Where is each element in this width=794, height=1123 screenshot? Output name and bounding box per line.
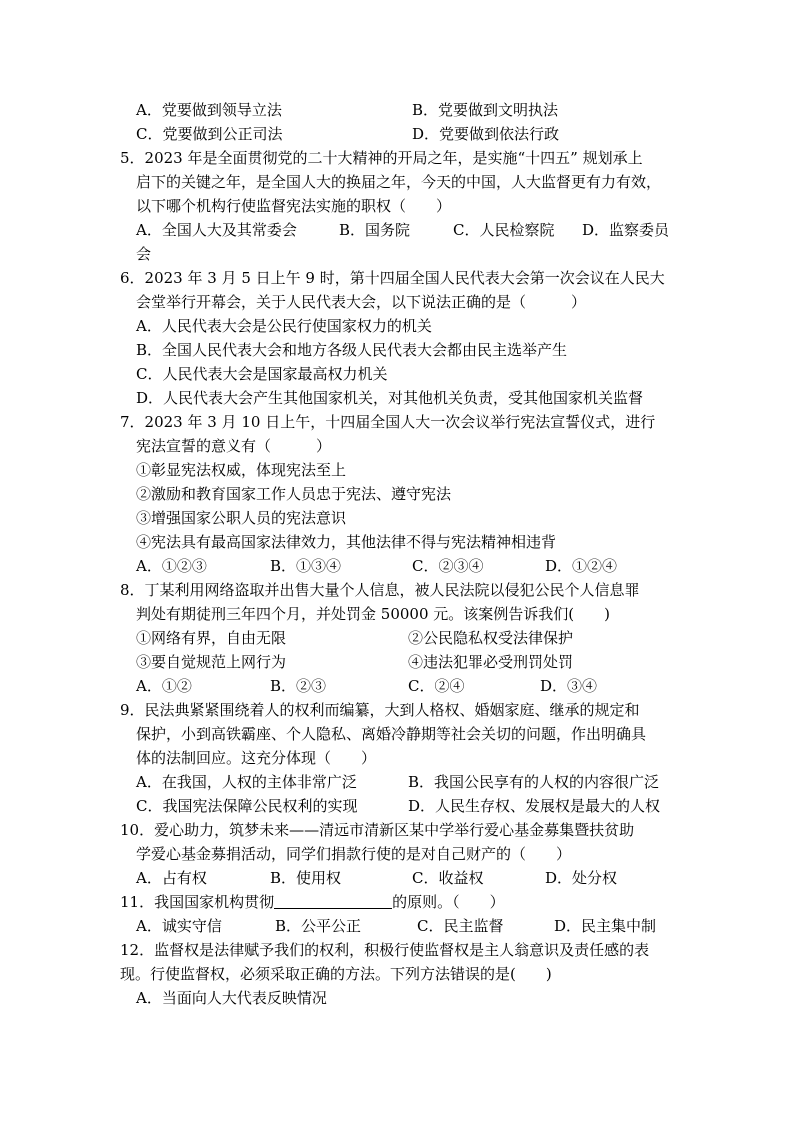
q8-statement-1: ①网络有界，自由无限 (136, 629, 287, 647)
q11-option-a: A．诚实守信 (136, 917, 222, 935)
q5-option-b: B．国务院 (339, 221, 411, 239)
q8-stem-line-1: 8．丁某利用网络盗取并出售大量个人信息，被人民法院以侵犯公民个人信息罪 (120, 581, 640, 599)
q7-option-b: B．①③④ (270, 557, 342, 575)
q6-option-d: D．人民代表大会产生其他国家机关，对其他机关负责，受其他国家机关监督 (136, 389, 644, 407)
q8-option-b: B．②③ (270, 677, 327, 695)
q10-option-c: C．收益权 (412, 869, 484, 887)
q12-stem-line-2: 现。行使监督权，必须采取正确的方法。下列方法错误的是( ) (120, 965, 552, 983)
q9-stem-line-3: 体的法制回应。这充分体现（ ） (136, 749, 377, 767)
q6-stem-line-1: 6．2023 年 3 月 5 日上午 9 时，第十四届全国人民代表大会第一次会议在人民大 (120, 269, 665, 287)
q7-option-c: C．②③④ (412, 557, 484, 575)
q10-option-d: D．处分权 (545, 869, 618, 887)
q9-option-d: D．人民生存权、发展权是最大的人权 (408, 797, 661, 815)
q6-option-a: A．人民代表大会是公民行使国家权力的机关 (136, 317, 432, 335)
q6-option-c: C．人民代表大会是国家最高权力机关 (136, 365, 388, 383)
q11-fill-blank (274, 892, 392, 909)
q4-option-b: B．党要做到文明执法 (412, 101, 559, 119)
q8-statement-4: ④违法犯罪必受刑罚处罚 (408, 653, 574, 671)
q4-option-a: A．党要做到领导立法 (136, 101, 282, 119)
q10-stem-line-1: 10．爱心助力，筑梦未来——清远市清新区某中学举行爱心基金募集暨扶贫助 (120, 821, 635, 839)
q8-stem-line-2: 判处有期徒刑三年四个月，并处罚金 50000 元。该案例告诉我们( ) (136, 605, 610, 623)
q7-statement-4: ④宪法具有最高国家法律效力，其他法律不得与宪法精神相违背 (136, 533, 557, 551)
q11-option-d: D．民主集中制 (554, 917, 657, 935)
q6-stem-line-2: 会堂举行开幕会，关于人民代表大会，以下说法正确的是（ ） (136, 293, 587, 311)
q8-statement-2: ②公民隐私权受法律保护 (408, 629, 574, 647)
q7-option-d: D．①②④ (545, 557, 618, 575)
q9-option-a: A．在我国，人权的主体非常广泛 (136, 773, 357, 791)
q7-statement-1: ①彰显宪法权威，体现宪法至上 (136, 461, 347, 479)
q9-stem-line-1: 9．民法典紧紧围绕着人的权利而编纂，大到人格权、婚姻家庭、继承的规定和 (120, 701, 640, 719)
q5-stem-line-3: 以下哪个机构行使监督宪法实施的职权（ ） (136, 197, 452, 215)
q6-option-b: B．全国人民代表大会和地方各级人民代表大会都由民主选举产生 (136, 341, 568, 359)
q7-statement-2: ②激励和教育国家工作人员忠于宪法、遵守宪法 (136, 485, 452, 503)
q7-stem-line-1: 7．2023 年 3 月 10 日上午，十四届全国人大一次会议举行宪法宣誓仪式，进行 (120, 413, 656, 431)
q5-option-c: C．人民检察院 (453, 221, 555, 239)
q11-option-c: C．民主监督 (417, 917, 504, 935)
q8-option-a: A．①② (136, 677, 192, 695)
q11-option-b: B．公平公正 (275, 917, 362, 935)
q5-option-d: D．监察委员 (582, 221, 670, 239)
q10-option-b: B．使用权 (270, 869, 342, 887)
q10-option-a: A．占有权 (136, 869, 207, 887)
q8-option-c: C．②④ (408, 677, 465, 695)
q4-option-c: C．党要做到公正司法 (136, 125, 283, 143)
q12-stem-line-1: 12．监督权是法律赋予我们的权利，积极行使监督权是主人翁意识及责任感的表 (120, 941, 650, 959)
q8-option-d: D．③④ (540, 677, 598, 695)
q11-stem-prefix: 11．我国国家机构贯彻 (120, 893, 275, 911)
q9-option-c: C．我国宪法保障公民权利的实现 (136, 797, 358, 815)
q5-option-a: A．全国人大及其常委会 (136, 221, 297, 239)
q7-statement-3: ③增强国家公职人员的宪法意识 (136, 509, 347, 527)
q12-option-a: A．当面向人大代表反映情况 (136, 989, 327, 1007)
q9-option-b: B．我国公民享有的人权的内容很广泛 (408, 773, 660, 791)
q10-stem-line-2: 学爱心基金募捐活动，同学们捐款行使的是对自己财产的（ ） (136, 845, 572, 863)
q11-stem (120, 890, 505, 914)
q5-stem-line-1: 5．2023 年是全面贯彻党的二十大精神的开局之年，是实施“十四五” 规划承上 (120, 149, 643, 167)
q9-stem-line-2: 保护，小到高铁霸座、个人隐私、离婚冷静期等社会关切的问题，作出明确具 (136, 725, 647, 743)
q5-option-d-continued: 会 (136, 245, 152, 263)
q11-stem-suffix: 的原则。（ ） (392, 893, 505, 911)
q5-stem-line-2: 启下的关键之年，是全国人大的换届之年，今天的中国，人大监督更有力有效， (136, 173, 662, 191)
q8-statement-3: ③要自觉规范上网行为 (136, 653, 287, 671)
q7-stem-line-2: 宪法宣誓的意义有（ ） (136, 437, 332, 455)
q4-option-d: D．党要做到依法行政 (412, 125, 560, 143)
q7-option-a: A．①②③ (136, 557, 207, 575)
